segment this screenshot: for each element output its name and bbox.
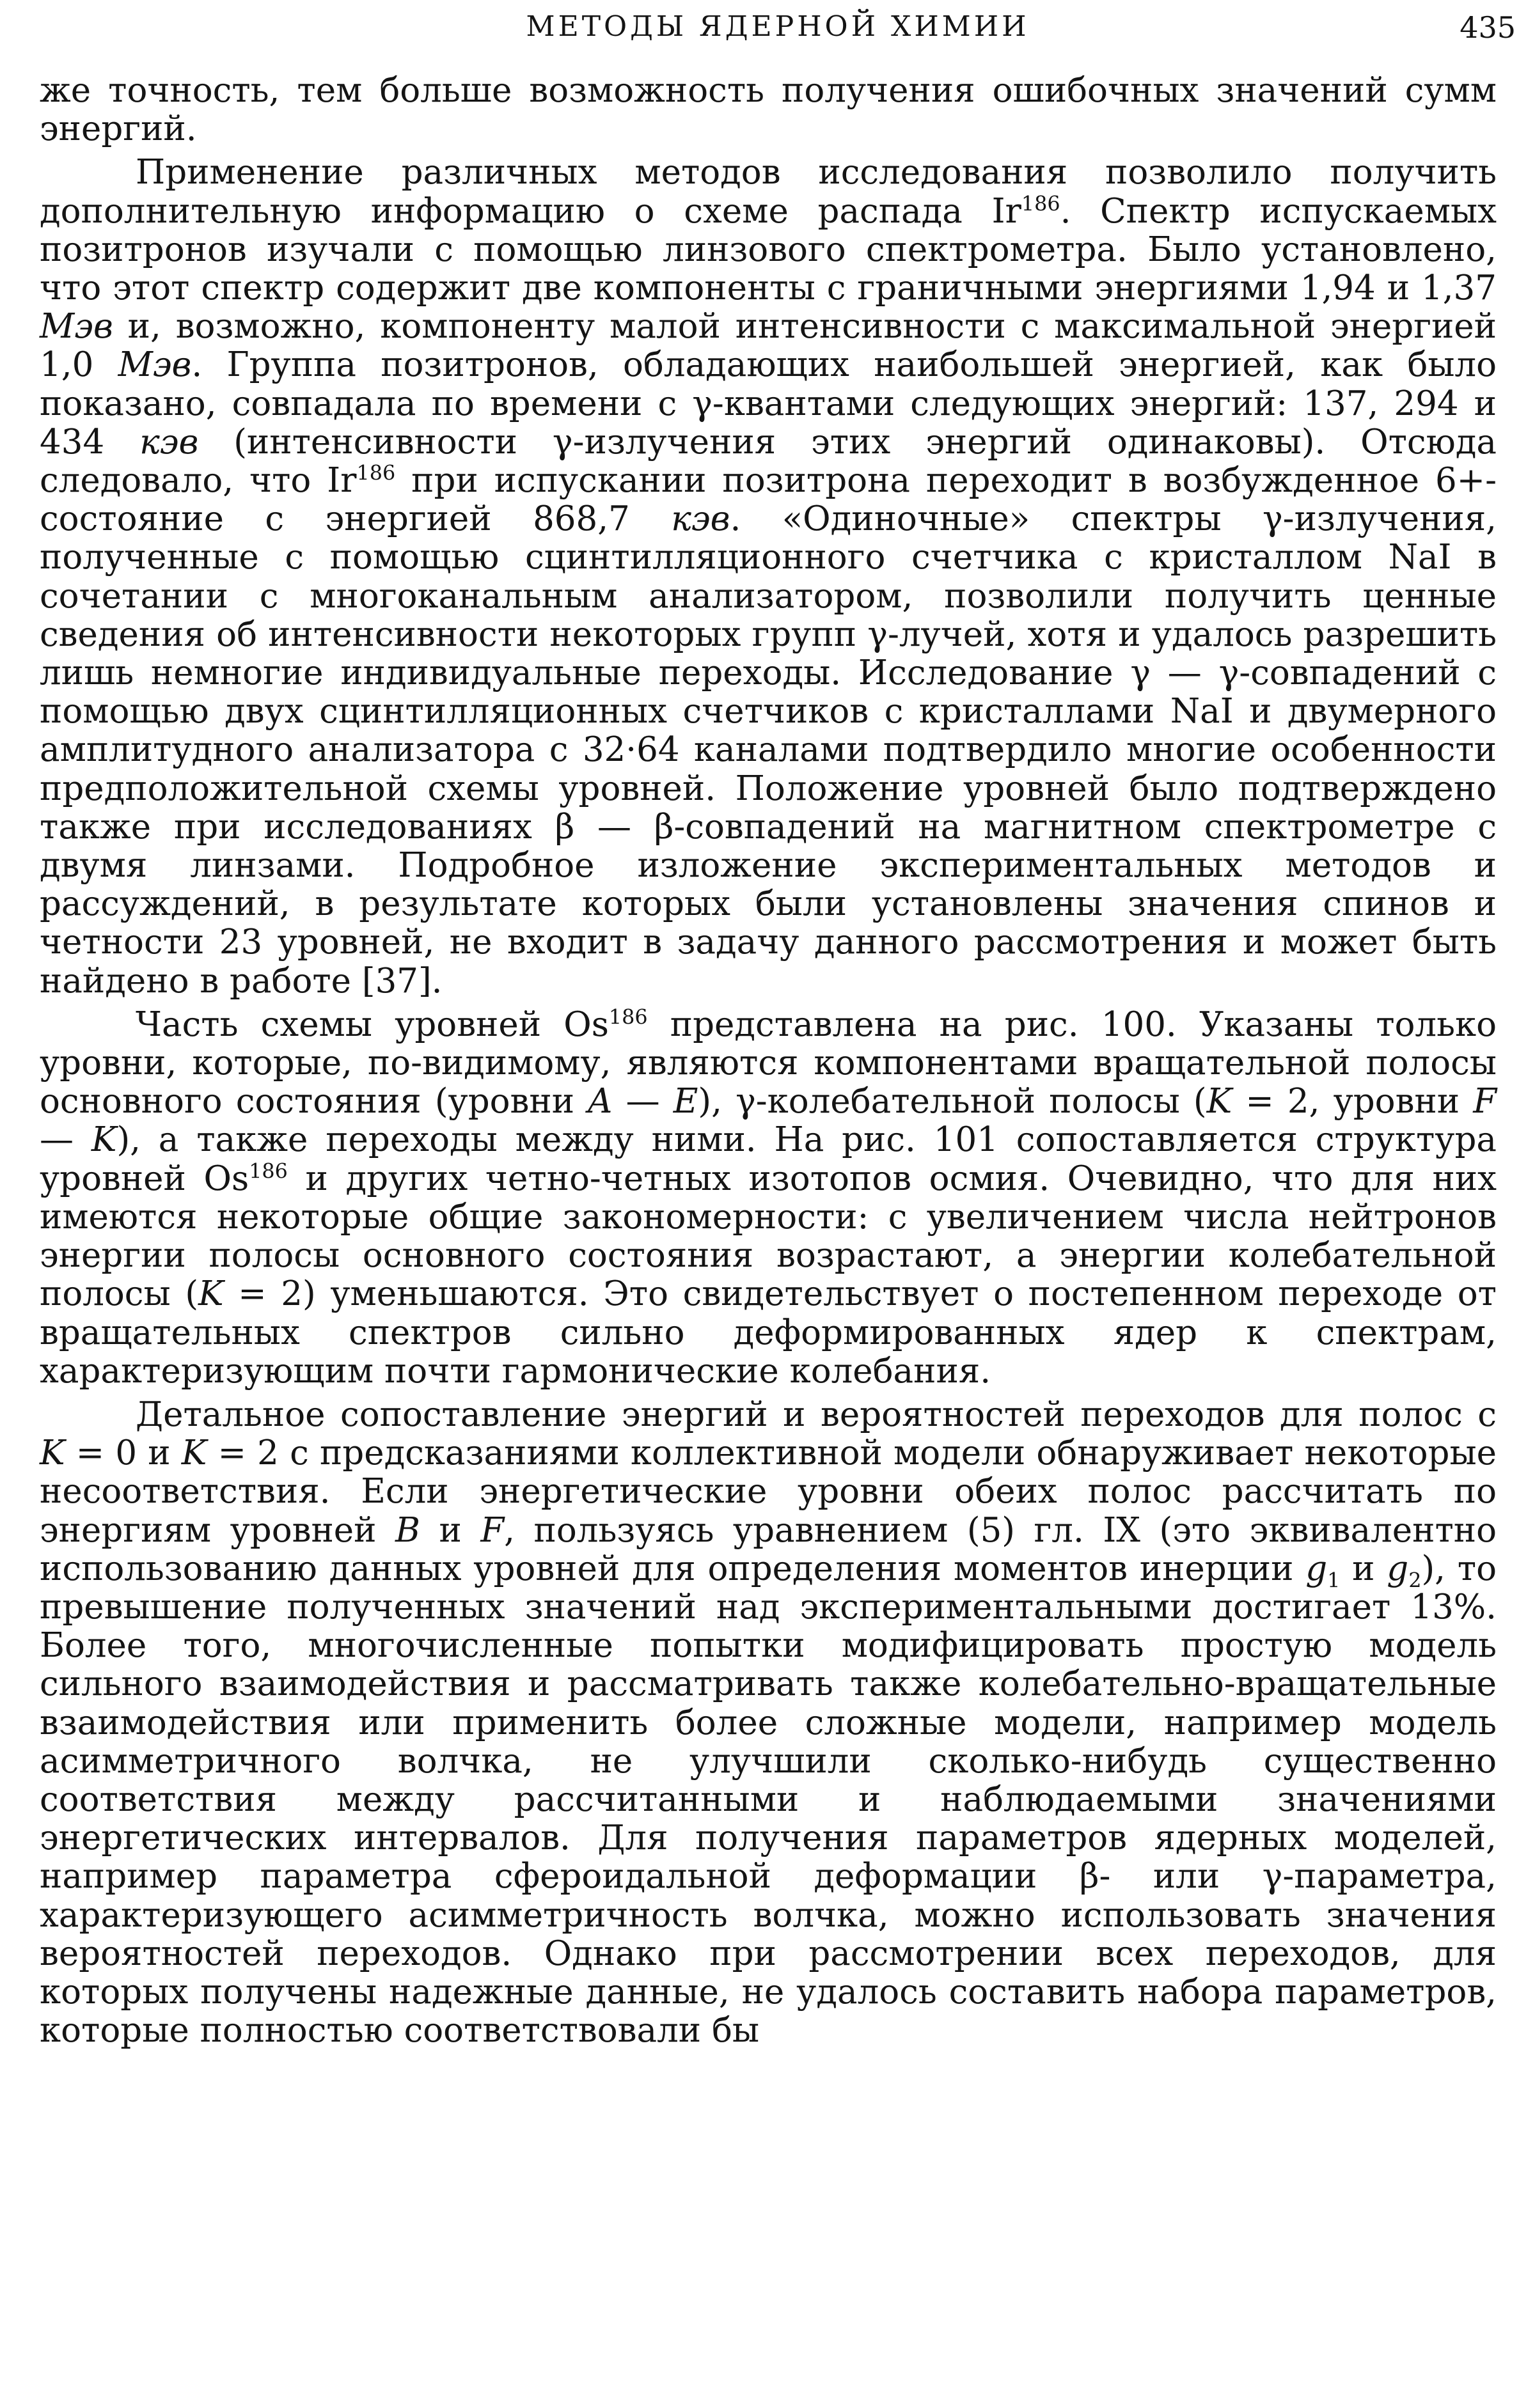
text-segment: же точность, тем больше возможность получения ошибочных значений сумм энергий. (40, 71, 1497, 149)
text-segment: , пользуясь уравнением (5) гл. IX (это эквивалентно использованию данных уровней для определения моментов инерции (40, 1510, 1497, 1588)
text-segment: и (420, 1510, 481, 1550)
text-segment: K (40, 1434, 65, 1473)
text-segment: Часть схемы уровней Os (136, 1005, 609, 1044)
text-segment: ), то превышение полученных значений над экспериментальными достигает 13%. Более того, многочисленные попытки модифицировать простую модель сильного взаимодействия и рассматривать также колебательно-вращательные взаимодействия или применить более сложные модели, например модель асимметричного волчка, не улучшили сколько-нибудь существенно соответствия между рассчитанными и наблюдаемыми значениями энергетических интервалов. Для получения параметров ядерных моделей, например параметра сфероидальной деформации β- или γ-параметра, характеризующего асимметричность волчка, можно использовать значения вероятностей переходов. Однако при рассмотрении всех переходов, для которых получены надежные данные, не удалось составить набора параметров, которые полностью соответствовали бы (40, 1549, 1497, 2051)
text-segment: Мэв (118, 345, 192, 385)
text-segment: Мэв (40, 307, 113, 347)
text-body (40, 72, 1497, 2055)
text-segment: = 2, уровни (1232, 1082, 1474, 1122)
text-segment: K (181, 1434, 207, 1473)
text-segment: = 2 с предсказаниями коллективной модели обнаруживает некоторые несоответствия. Если энергетические уровни обеих полос рассчитать по энергиям уровней (40, 1434, 1497, 1550)
text-segment: F (1473, 1082, 1497, 1122)
text-segment: ), а также переходы между ними. На рис. 101 сопоставляется структура уровней Os (40, 1120, 1497, 1198)
text-segment: и (1340, 1549, 1387, 1588)
text-segment: g (1305, 1549, 1328, 1588)
text-segment: = 0 и (65, 1434, 182, 1473)
text-segment: B (395, 1510, 420, 1550)
text-segment: A (588, 1082, 613, 1122)
text-segment: представлена на рис. 100. Указаны только уровни, которые, по-видимому, являются компонентами вращательной полосы основного состояния (уровни (40, 1005, 1497, 1122)
text-segment: K (91, 1120, 117, 1160)
text-segment: — (612, 1082, 673, 1122)
paragraph-os186-levels (40, 1006, 1497, 1391)
text-segment: . «Одиночные» спектры γ-излучения, полученные с помощью сцинтилляционного счетчика с кристаллом NaI в сочетании с многоканальным анализатором, позволили получить ценные сведения об интенсивности некоторых групп γ-лучей, хотя и удалось разрешить лишь немногие индивидуальные переходы. Исследование γ — γ-совпадений с помощью двух сцинтилляционных счетчиков с кристаллами NaI и двумерного амплитудного анализатора с 32·64 каналами подтвердило многие особенности предположительной схемы уровней. Положение уровней было подтверждено также при исследованиях β — β-совпадений на магнитном спектрометре с двумя линзами. Подробное изложение экспериментальных методов и рассуждений, в результате которых были установлены значения спинов и четности 23 уровней, не входит в задачу данного рассмотрения и может быть найдено в работе [37]. (40, 499, 1497, 1001)
text-segment: — (40, 1120, 91, 1160)
running-head-title: МЕТОДЫ ЯДЕРНОЙ ХИМИИ (526, 10, 1030, 43)
text-segment: кэв (671, 499, 730, 539)
page-number: 435 (1460, 10, 1516, 45)
text-segment: E (673, 1082, 698, 1122)
text-segment: K (198, 1274, 224, 1314)
text-segment: K (1206, 1082, 1232, 1122)
text-segment: Применение различных методов исследования позволило получить дополнительную информацию о схеме распада Ir (40, 153, 1497, 231)
text-segment: g (1387, 1549, 1409, 1588)
paragraph-ir186-decay-scheme (40, 153, 1497, 1000)
running-head (40, 4, 1516, 49)
text-segment: . Спектр испускаемых позитронов изучали с помощью линзового спектрометра. Было установлено, что этот спектр содержит две компоненты с граничными энергиями 1,94 и 1,37 (40, 191, 1497, 308)
text-segment: ), γ-колебательной полосы ( (698, 1082, 1207, 1122)
text-segment: и, возможно, компоненту малой интенсивности с максимальной энергией 1,0 (40, 307, 1497, 385)
text-segment: кэв (139, 422, 199, 462)
text-segment: 1 (1327, 1568, 1341, 1593)
text-segment: . Группа позитронов, обладающих наибольшей энергией, как было показано, совпадала по времени с γ-квантами следующих энергий: 137, 294 и 434 (40, 345, 1497, 462)
paragraph-collective-model-comparison (40, 1396, 1497, 2050)
text-segment: = 2) уменьшаются. Это свидетельствует о постепенном переходе от вращательных спектров сильно деформированных ядер к спектрам, характеризующим почти гармонические колебания. (40, 1274, 1497, 1391)
text-segment: F (480, 1510, 505, 1550)
text-segment: при испускании позитрона переходит в возбужденное 6+-состояние с энергией 868,7 (40, 461, 1497, 539)
text-segment: 2 (1408, 1568, 1422, 1593)
text-segment: Детальное сопоставление энергий и вероятностей переходов для полос с (136, 1395, 1497, 1434)
text-segment: 186 (249, 1159, 288, 1184)
text-segment: 186 (1021, 191, 1060, 215)
paragraph-continuation (40, 72, 1497, 148)
text-segment: и других четно-четных изотопов осмия. Очевидно, что для них имеются некоторые общие закономерности: с увеличением числа нейтронов энергии полосы основного состояния возрастают, а энергии колебательной полосы ( (40, 1159, 1497, 1314)
text-segment: 186 (356, 461, 396, 485)
text-segment: 186 (608, 1005, 648, 1029)
text-segment: (интенсивности γ-излучения этих энергий одинаковы). Отсюда следовало, что Ir (40, 422, 1497, 501)
